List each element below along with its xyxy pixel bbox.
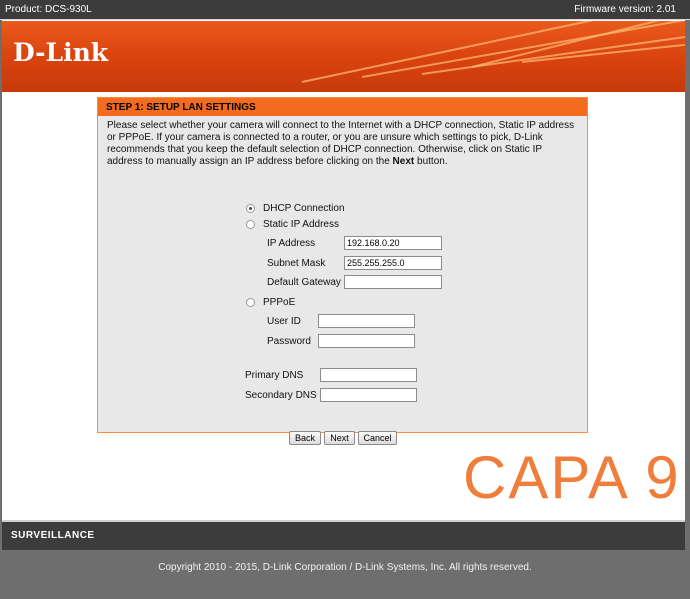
dhcp-radio[interactable] xyxy=(246,204,255,213)
password-label: Password xyxy=(267,336,311,347)
subnet-mask-label: Subnet Mask xyxy=(267,258,326,269)
back-button[interactable]: Back xyxy=(289,431,321,445)
static-ip-label: Static IP Address xyxy=(263,219,339,230)
panel-title: STEP 1: SETUP LAN SETTINGS xyxy=(98,98,587,116)
pppoe-label: PPPoE xyxy=(263,297,296,308)
default-gateway-input[interactable] xyxy=(344,275,442,289)
footer-bar xyxy=(2,520,685,550)
primary-dns-input[interactable] xyxy=(320,368,417,382)
setup-lan-panel xyxy=(97,97,588,433)
top-bar xyxy=(0,0,690,20)
surveillance-label: SURVEILLANCE xyxy=(11,530,95,541)
dhcp-label: DHCP Connection xyxy=(263,203,345,214)
capa9-watermark-text: CAPA 9 xyxy=(463,444,681,511)
cancel-button[interactable]: Cancel xyxy=(358,431,397,445)
default-gateway-label: Default Gateway xyxy=(267,277,341,288)
password-input[interactable] xyxy=(318,334,415,348)
dhcp-option[interactable] xyxy=(246,203,345,214)
subnet-mask-input[interactable]: 255.255.255.0 xyxy=(344,256,442,270)
secondary-dns-input[interactable] xyxy=(320,388,417,402)
user-id-label: User ID xyxy=(267,316,301,327)
primary-dns-label: Primary DNS xyxy=(245,370,304,381)
intro-text xyxy=(98,116,587,172)
copyright-text: Copyright 2010 - 2015, D-Link Corporation / D-Link Systems, Inc. All rights reserved. xyxy=(158,562,532,573)
intro-text-end: button. xyxy=(414,156,448,167)
dlink-logo: D-Link xyxy=(13,38,109,67)
secondary-dns-label: Secondary DNS xyxy=(245,390,317,401)
firmware-label: Firmware version: 2.01 xyxy=(574,4,676,15)
ip-address-input[interactable]: 192.168.0.20 xyxy=(344,236,442,250)
ip-address-label: IP Address xyxy=(267,238,316,249)
next-button[interactable]: Next xyxy=(324,431,355,445)
static-ip-option[interactable] xyxy=(246,219,339,230)
pppoe-option[interactable] xyxy=(246,297,295,308)
capa9-watermark xyxy=(463,436,685,511)
header-banner xyxy=(2,20,685,92)
product-label: Product: DCS-930L xyxy=(5,4,92,15)
intro-next-word: Next xyxy=(392,156,415,167)
pppoe-radio[interactable] xyxy=(246,298,255,307)
static-ip-radio[interactable] xyxy=(246,220,255,229)
intro-text-part: Please select whether your camera will connect to the Internet with a DHCP connection, Static IP address or PPPoE. If your camera is connected to a router, or you are unsure which settings to pick, D-Link recommends that you keep the default selection of DHCP connection. Otherwise, click on Static IP address to manually assign an IP address before clicking on the xyxy=(107,120,575,167)
user-id-input[interactable] xyxy=(318,314,415,328)
